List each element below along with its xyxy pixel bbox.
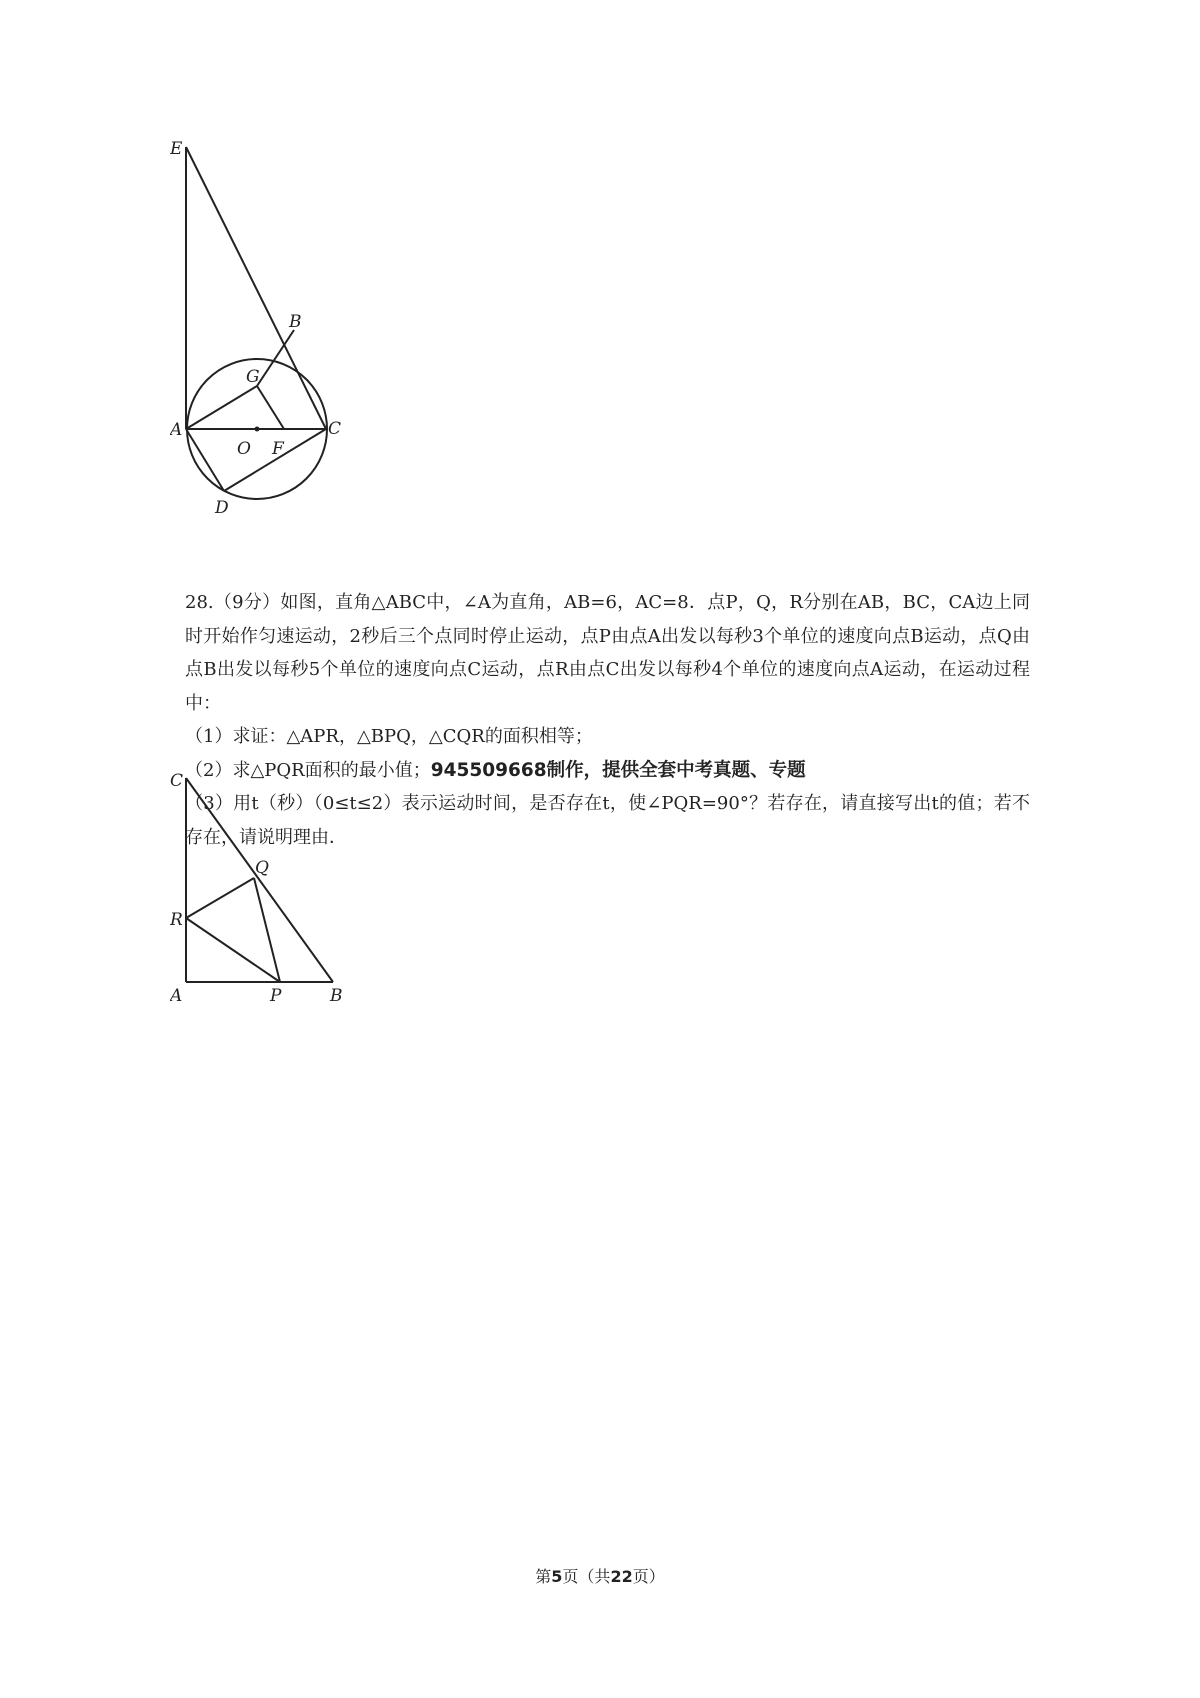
label-d: D bbox=[215, 498, 229, 518]
footer-suffix: 页） bbox=[632, 1567, 665, 1586]
label-a2: A bbox=[170, 986, 183, 1006]
footer-page-number: 5 bbox=[551, 1567, 563, 1586]
label-g: G bbox=[246, 367, 260, 387]
segment-rq bbox=[186, 878, 254, 918]
label-r: R bbox=[170, 910, 183, 930]
label-o: O bbox=[237, 439, 251, 459]
problem-part-1: （1）求证：△APR，△BPQ，△CQR的面积相等； bbox=[185, 726, 593, 747]
footer-middle: 页（共 bbox=[562, 1567, 611, 1586]
label-b: B bbox=[289, 312, 302, 332]
segment-ad bbox=[186, 429, 224, 491]
problem-part-3: （3）用t（秒）（0≤t≤2）表示运动时间，是否存在t，使∠PQR=90°？若存在，请直接写出t的值；若不存在，请说明理由． bbox=[185, 793, 1030, 848]
segment-cb bbox=[186, 778, 333, 982]
label-b2: B bbox=[330, 986, 343, 1006]
figure-circle-triangle bbox=[170, 140, 390, 520]
page-footer bbox=[0, 1564, 1200, 1587]
segment-gb bbox=[257, 330, 294, 386]
label-q: Q bbox=[255, 858, 269, 878]
figure-1-svg bbox=[170, 140, 390, 520]
problem-part-2-text: （2）求△PQR面积的最小值； bbox=[185, 759, 431, 781]
label-c: C bbox=[328, 419, 342, 439]
figure-2-svg bbox=[170, 770, 370, 1010]
segment-gf bbox=[257, 386, 284, 429]
center-dot-o bbox=[255, 427, 260, 432]
label-c2: C bbox=[170, 771, 184, 791]
footer-prefix: 第 bbox=[535, 1567, 552, 1586]
label-f: F bbox=[272, 439, 284, 459]
figure-right-triangle bbox=[170, 770, 370, 1010]
label-a: A bbox=[170, 420, 183, 440]
advertisement-text: 945509668制作，提供全套中考真题、专题 bbox=[430, 759, 806, 781]
label-e: E bbox=[170, 140, 183, 159]
footer-total-pages: 22 bbox=[610, 1567, 633, 1586]
label-p: P bbox=[270, 986, 282, 1006]
problem-statement: 28.（9分）如图，直角△ABC中，∠A为直角，AB=6，AC=8．点P，Q，R分别在AB，BC，CA边上同时开始作匀速运动，2秒后三个点同时停止运动，点P由点A出发以每秒3个单位的速度向点B运动，点Q由点B出发以每秒5个单位的速度向点C运动，点R由点C出发以每秒4个单位的速度向点A运动，在运动过程中： bbox=[185, 592, 1030, 714]
